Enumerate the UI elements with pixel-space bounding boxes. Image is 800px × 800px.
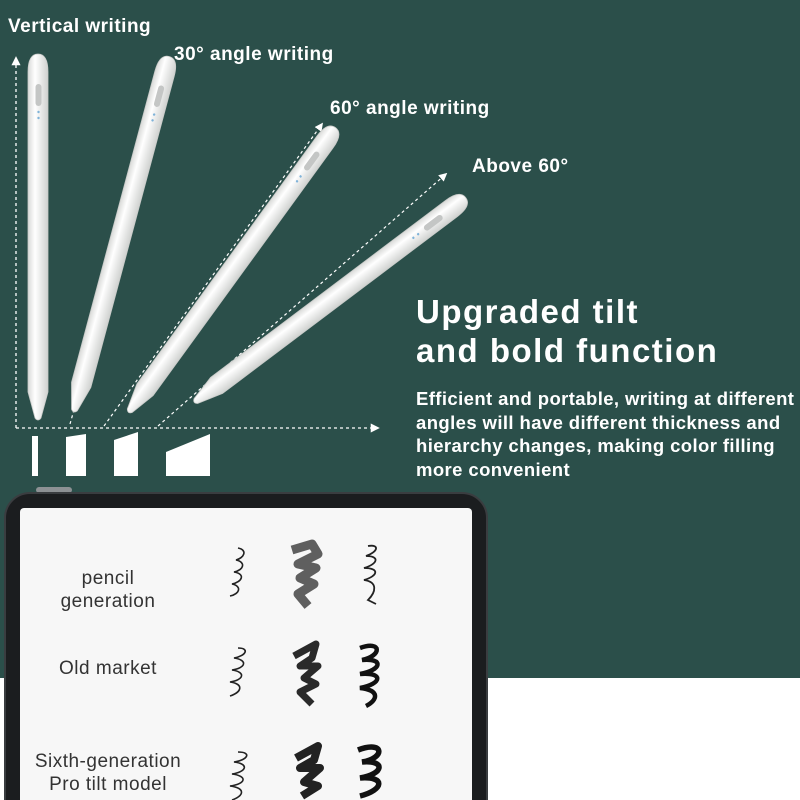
row-label-pencil-generation xyxy=(8,567,208,613)
headline-line-2: and bold function xyxy=(416,332,719,369)
headline xyxy=(416,292,718,370)
stroke-sample-row2-bold xyxy=(360,646,378,706)
row-label-line: Pro tilt model xyxy=(49,774,167,795)
stroke-sample-row1-tilt xyxy=(292,544,318,606)
stroke-sample-row3-tilt xyxy=(296,746,320,796)
stroke-sample-row1-bold xyxy=(364,546,376,604)
headline-line-1: Upgraded tilt xyxy=(416,293,639,330)
row-label-old-market xyxy=(8,657,208,680)
row-label-line: generation xyxy=(60,591,156,612)
stroke-samples xyxy=(200,520,460,800)
stroke-sample-row2-vertical xyxy=(230,648,245,696)
row-label-line: Old market xyxy=(59,658,157,679)
stroke-shape-above60 xyxy=(166,434,210,476)
stroke-shape-30 xyxy=(66,434,86,476)
stroke-sample-row2-tilt xyxy=(294,644,318,704)
stroke-sample-row1-vertical xyxy=(230,548,244,596)
stroke-shape-60 xyxy=(114,432,138,476)
label-above-60: Above 60° xyxy=(472,156,569,177)
row-label-line: pencil xyxy=(81,568,135,589)
label-60-degree-writing: 60° angle writing xyxy=(330,98,490,119)
stroke-sample-row3-bold xyxy=(358,747,379,796)
stroke-sample-row3-vertical xyxy=(230,752,247,800)
stroke-shape-vertical xyxy=(32,436,38,476)
label-30-degree-writing: 30° angle writing xyxy=(174,44,334,65)
pen-vertical xyxy=(28,54,48,420)
row-label-sixth-generation xyxy=(8,750,208,796)
label-vertical-writing: Vertical writing xyxy=(8,16,152,37)
row-label-line: Sixth-generation xyxy=(34,751,182,772)
description-text: Efficient and portable, writing at different angles will have different thickness and hierarchy changes, making color filling more convenient xyxy=(416,388,795,480)
